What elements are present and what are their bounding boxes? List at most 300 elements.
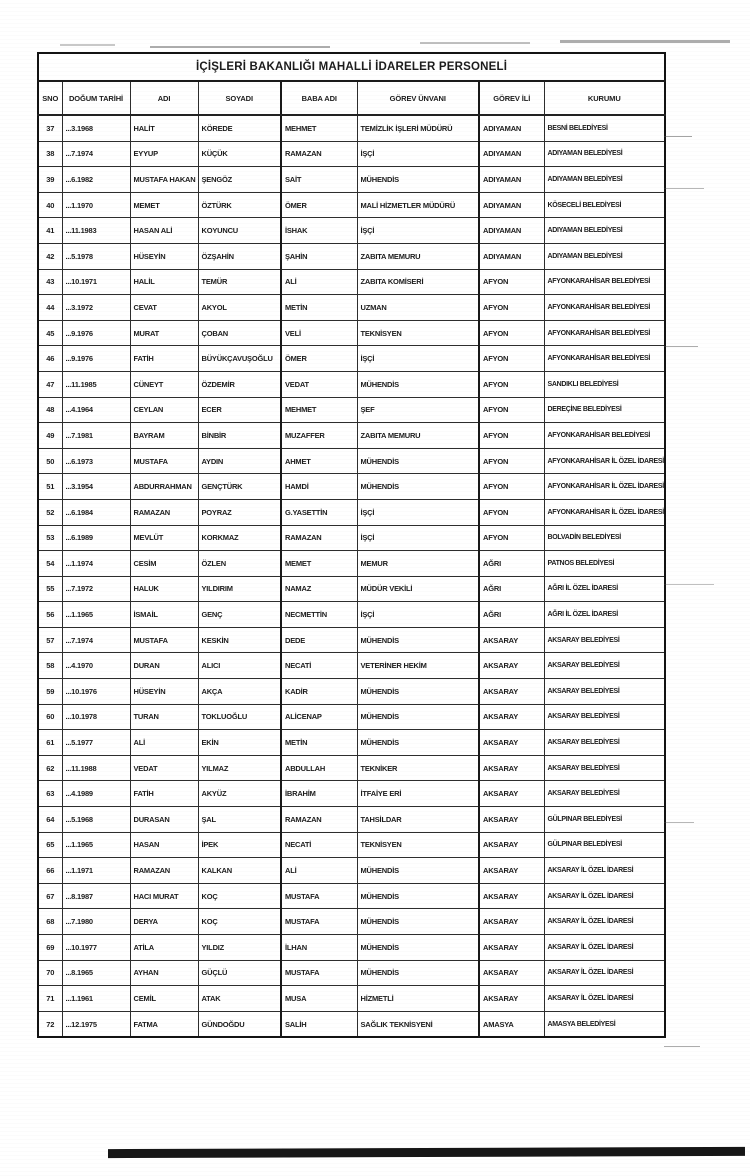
cell-soyadi: KOÇ — [198, 883, 281, 909]
cell-kurumu: GÜLPINAR BELEDİYESİ — [544, 807, 665, 833]
cell-dogum-tarihi: ...7.1974 — [62, 627, 130, 653]
cell-sno: 55 — [38, 576, 62, 602]
cell-dogum-tarihi: ...6.1973 — [62, 448, 130, 474]
cell-adi: HÜSEYİN — [130, 679, 198, 705]
cell-gorev-unvani: TAHSİLDAR — [357, 807, 479, 833]
table-row — [38, 807, 665, 833]
cell-baba-adi: İBRAHİM — [281, 781, 357, 807]
cell-baba-adi: RAMAZAN — [281, 807, 357, 833]
cell-kurumu: AKSARAY BELEDİYESİ — [544, 704, 665, 730]
cell-baba-adi: KADİR — [281, 679, 357, 705]
cell-dogum-tarihi: ...10.1971 — [62, 269, 130, 295]
cell-gorev-unvani: MÜHENDİS — [357, 167, 479, 193]
cell-gorev-unvani: MALİ HİZMETLER MÜDÜRÜ — [357, 192, 479, 218]
cell-dogum-tarihi: ...10.1977 — [62, 935, 130, 961]
scan-artifact-tick — [664, 584, 714, 585]
cell-adi: RAMAZAN — [130, 499, 198, 525]
cell-gorev-unvani: MÜHENDİS — [357, 883, 479, 909]
cell-sno: 58 — [38, 653, 62, 679]
cell-dogum-tarihi: ...6.1984 — [62, 499, 130, 525]
cell-dogum-tarihi: ...1.1961 — [62, 986, 130, 1012]
cell-sno: 56 — [38, 602, 62, 628]
cell-sno: 68 — [38, 909, 62, 935]
cell-sno: 41 — [38, 218, 62, 244]
cell-gorev-ili: ADIYAMAN — [479, 115, 544, 141]
cell-dogum-tarihi: ...4.1964 — [62, 397, 130, 423]
cell-baba-adi: MUSTAFA — [281, 960, 357, 986]
cell-gorev-unvani: MÜHENDİS — [357, 858, 479, 884]
scan-artifact-dash — [420, 42, 530, 44]
cell-sno: 39 — [38, 167, 62, 193]
cell-kurumu: AKSARAY BELEDİYESİ — [544, 679, 665, 705]
cell-dogum-tarihi: ...8.1965 — [62, 960, 130, 986]
cell-kurumu: AFYONKARAHİSAR BELEDİYESİ — [544, 346, 665, 372]
scan-artifact-dash — [150, 46, 330, 48]
table-row — [38, 832, 665, 858]
table-row — [38, 499, 665, 525]
cell-adi: MUSTAFA — [130, 627, 198, 653]
column-header-dogum-tarihi: DOĞUM TARİHİ — [62, 81, 130, 115]
cell-gorev-ili: AKSARAY — [479, 960, 544, 986]
cell-soyadi: AKYÜZ — [198, 781, 281, 807]
cell-adi: FATİH — [130, 346, 198, 372]
cell-adi: İSMAİL — [130, 602, 198, 628]
cell-dogum-tarihi: ...8.1987 — [62, 883, 130, 909]
cell-soyadi: KORKMAZ — [198, 525, 281, 551]
cell-sno: 53 — [38, 525, 62, 551]
cell-soyadi: ÖZDEMİR — [198, 371, 281, 397]
cell-baba-adi: ÖMER — [281, 346, 357, 372]
cell-gorev-unvani: MÜHENDİS — [357, 448, 479, 474]
cell-gorev-unvani: TEMİZLİK İŞLERİ MÜDÜRÜ — [357, 115, 479, 141]
table-row — [38, 1011, 665, 1037]
table-row — [38, 960, 665, 986]
cell-adi: HALİT — [130, 115, 198, 141]
scan-artifact-tick — [664, 188, 704, 189]
cell-kurumu: AKSARAY BELEDİYESİ — [544, 755, 665, 781]
cell-adi: DURASAN — [130, 807, 198, 833]
cell-dogum-tarihi: ...9.1976 — [62, 346, 130, 372]
table-row — [38, 551, 665, 577]
cell-kurumu: ADIYAMAN BELEDİYESİ — [544, 167, 665, 193]
table-row — [38, 525, 665, 551]
cell-sno: 43 — [38, 269, 62, 295]
cell-adi: ATİLA — [130, 935, 198, 961]
cell-gorev-ili: AKSARAY — [479, 627, 544, 653]
cell-gorev-ili: AKSARAY — [479, 935, 544, 961]
cell-gorev-unvani: MÜHENDİS — [357, 627, 479, 653]
cell-soyadi: GENÇ — [198, 602, 281, 628]
cell-gorev-ili: AĞRI — [479, 576, 544, 602]
cell-soyadi: İPEK — [198, 832, 281, 858]
cell-dogum-tarihi: ...7.1974 — [62, 141, 130, 167]
cell-adi: EYYUP — [130, 141, 198, 167]
cell-baba-adi: MEHMET — [281, 397, 357, 423]
cell-gorev-unvani: İŞÇİ — [357, 346, 479, 372]
cell-soyadi: ECER — [198, 397, 281, 423]
cell-soyadi: ALICI — [198, 653, 281, 679]
cell-kurumu: AKSARAY İL ÖZEL İDARESİ — [544, 883, 665, 909]
cell-gorev-ili: AKSARAY — [479, 858, 544, 884]
cell-kurumu: SANDIKLI BELEDİYESİ — [544, 371, 665, 397]
scan-artifact-dash — [560, 40, 730, 43]
cell-soyadi: TOKLUOĞLU — [198, 704, 281, 730]
cell-adi: RAMAZAN — [130, 858, 198, 884]
cell-adi: HASAN ALİ — [130, 218, 198, 244]
cell-sno: 65 — [38, 832, 62, 858]
cell-sno: 48 — [38, 397, 62, 423]
cell-gorev-ili: AKSARAY — [479, 883, 544, 909]
cell-kurumu: ADIYAMAN BELEDİYESİ — [544, 243, 665, 269]
cell-kurumu: AKSARAY İL ÖZEL İDARESİ — [544, 935, 665, 961]
cell-gorev-ili: AKSARAY — [479, 986, 544, 1012]
cell-sno: 47 — [38, 371, 62, 397]
cell-adi: FATİH — [130, 781, 198, 807]
cell-sno: 45 — [38, 320, 62, 346]
cell-baba-adi: VELİ — [281, 320, 357, 346]
cell-sno: 71 — [38, 986, 62, 1012]
cell-sno: 40 — [38, 192, 62, 218]
cell-gorev-unvani: MÜHENDİS — [357, 371, 479, 397]
table-title-row — [38, 53, 665, 81]
cell-adi: ALİ — [130, 730, 198, 756]
table-row — [38, 218, 665, 244]
column-header-gorev-unvani: GÖREV ÜNVANI — [357, 81, 479, 115]
cell-kurumu: AKSARAY İL ÖZEL İDARESİ — [544, 986, 665, 1012]
cell-baba-adi: RAMAZAN — [281, 141, 357, 167]
column-header-kurumu: KURUMU — [544, 81, 665, 115]
cell-soyadi: KÖREDE — [198, 115, 281, 141]
cell-kurumu: ADIYAMAN BELEDİYESİ — [544, 218, 665, 244]
cell-adi: DERYA — [130, 909, 198, 935]
cell-dogum-tarihi: ...5.1978 — [62, 243, 130, 269]
cell-kurumu: AFYONKARAHİSAR BELEDİYESİ — [544, 320, 665, 346]
column-header-gorev-ili: GÖREV İLİ — [479, 81, 544, 115]
table-row — [38, 679, 665, 705]
cell-soyadi: ÖZŞAHİN — [198, 243, 281, 269]
cell-baba-adi: VEDAT — [281, 371, 357, 397]
cell-kurumu: PATNOS BELEDİYESİ — [544, 551, 665, 577]
personnel-table — [37, 52, 666, 1038]
cell-sno: 60 — [38, 704, 62, 730]
cell-soyadi: KOYUNCU — [198, 218, 281, 244]
cell-soyadi: ŞENGÖZ — [198, 167, 281, 193]
table-row — [38, 474, 665, 500]
table-row — [38, 141, 665, 167]
cell-gorev-unvani: TEKNİSYEN — [357, 320, 479, 346]
cell-baba-adi: ALİ — [281, 269, 357, 295]
cell-gorev-unvani: MÜHENDİS — [357, 474, 479, 500]
cell-dogum-tarihi: ...1.1965 — [62, 602, 130, 628]
cell-baba-adi: NECMETTİN — [281, 602, 357, 628]
table-row — [38, 423, 665, 449]
table-row — [38, 653, 665, 679]
cell-soyadi: YILMAZ — [198, 755, 281, 781]
cell-sno: 54 — [38, 551, 62, 577]
cell-dogum-tarihi: ...4.1989 — [62, 781, 130, 807]
cell-dogum-tarihi: ...3.1972 — [62, 295, 130, 321]
cell-kurumu: AFYONKARAHİSAR BELEDİYESİ — [544, 423, 665, 449]
cell-gorev-ili: AĞRI — [479, 602, 544, 628]
cell-soyadi: EKİN — [198, 730, 281, 756]
cell-dogum-tarihi: ...6.1982 — [62, 167, 130, 193]
cell-gorev-ili: ADIYAMAN — [479, 192, 544, 218]
cell-adi: HÜSEYİN — [130, 243, 198, 269]
cell-kurumu: AKSARAY BELEDİYESİ — [544, 653, 665, 679]
cell-adi: CEYLAN — [130, 397, 198, 423]
cell-gorev-unvani: İTFAİYE ERİ — [357, 781, 479, 807]
cell-baba-adi: İSHAK — [281, 218, 357, 244]
table-row — [38, 704, 665, 730]
table-row — [38, 192, 665, 218]
cell-soyadi: AKÇA — [198, 679, 281, 705]
cell-dogum-tarihi: ...6.1989 — [62, 525, 130, 551]
table-row — [38, 167, 665, 193]
cell-soyadi: BİNBİR — [198, 423, 281, 449]
cell-gorev-unvani: İŞÇİ — [357, 218, 479, 244]
table-row — [38, 935, 665, 961]
cell-gorev-unvani: MÜHENDİS — [357, 730, 479, 756]
cell-baba-adi: ABDULLAH — [281, 755, 357, 781]
table-row — [38, 243, 665, 269]
cell-gorev-unvani: MEMUR — [357, 551, 479, 577]
cell-soyadi: ŞAL — [198, 807, 281, 833]
cell-soyadi: GÜÇLÜ — [198, 960, 281, 986]
cell-gorev-ili: AFYON — [479, 448, 544, 474]
cell-baba-adi: SALİH — [281, 1011, 357, 1037]
cell-soyadi: AKYOL — [198, 295, 281, 321]
cell-kurumu: ADIYAMAN BELEDİYESİ — [544, 141, 665, 167]
cell-sno: 70 — [38, 960, 62, 986]
cell-gorev-unvani: MÜHENDİS — [357, 679, 479, 705]
cell-sno: 62 — [38, 755, 62, 781]
cell-soyadi: GÜNDOĞDU — [198, 1011, 281, 1037]
cell-kurumu: AĞRI İL ÖZEL İDARESİ — [544, 576, 665, 602]
cell-soyadi: KESKİN — [198, 627, 281, 653]
cell-gorev-ili: ADIYAMAN — [479, 167, 544, 193]
cell-dogum-tarihi: ...10.1978 — [62, 704, 130, 730]
cell-kurumu: AĞRI İL ÖZEL İDARESİ — [544, 602, 665, 628]
cell-sno: 64 — [38, 807, 62, 833]
cell-dogum-tarihi: ...1.1971 — [62, 858, 130, 884]
cell-sno: 42 — [38, 243, 62, 269]
cell-kurumu: AFYONKARAHİSAR BELEDİYESİ — [544, 295, 665, 321]
cell-adi: MEMET — [130, 192, 198, 218]
cell-baba-adi: AHMET — [281, 448, 357, 474]
cell-kurumu: AKSARAY İL ÖZEL İDARESİ — [544, 960, 665, 986]
cell-sno: 44 — [38, 295, 62, 321]
cell-adi: FATMA — [130, 1011, 198, 1037]
cell-adi: VEDAT — [130, 755, 198, 781]
cell-gorev-ili: AFYON — [479, 499, 544, 525]
cell-adi: DURAN — [130, 653, 198, 679]
scan-artifact-tick — [664, 822, 694, 823]
column-header-sno: SNO — [38, 81, 62, 115]
cell-gorev-unvani: MÜDÜR VEKİLİ — [357, 576, 479, 602]
cell-gorev-ili: ADIYAMAN — [479, 218, 544, 244]
cell-dogum-tarihi: ...1.1970 — [62, 192, 130, 218]
table-row — [38, 346, 665, 372]
cell-dogum-tarihi: ...9.1976 — [62, 320, 130, 346]
cell-baba-adi: RAMAZAN — [281, 525, 357, 551]
cell-kurumu: GÜLPINAR BELEDİYESİ — [544, 832, 665, 858]
cell-adi: CESİM — [130, 551, 198, 577]
cell-baba-adi: MEHMET — [281, 115, 357, 141]
cell-gorev-ili: AKSARAY — [479, 704, 544, 730]
table-row — [38, 730, 665, 756]
cell-gorev-unvani: ZABITA KOMİSERİ — [357, 269, 479, 295]
cell-adi: MEVLÜT — [130, 525, 198, 551]
table-row — [38, 602, 665, 628]
cell-adi: HALUK — [130, 576, 198, 602]
cell-baba-adi: METİN — [281, 295, 357, 321]
cell-gorev-unvani: ZABITA MEMURU — [357, 243, 479, 269]
cell-adi: MUSTAFA — [130, 448, 198, 474]
cell-kurumu: AFYONKARAHİSAR İL ÖZEL İDARESİ — [544, 499, 665, 525]
cell-adi: ABDURRAHMAN — [130, 474, 198, 500]
cell-gorev-ili: AFYON — [479, 320, 544, 346]
cell-gorev-unvani: SAĞLIK TEKNİSYENİ — [357, 1011, 479, 1037]
cell-sno: 72 — [38, 1011, 62, 1037]
cell-baba-adi: G.YASETTİN — [281, 499, 357, 525]
cell-sno: 61 — [38, 730, 62, 756]
cell-soyadi: ATAK — [198, 986, 281, 1012]
cell-kurumu: AKSARAY İL ÖZEL İDARESİ — [544, 858, 665, 884]
bottom-scan-bar — [108, 1147, 745, 1158]
column-header-adi: ADI — [130, 81, 198, 115]
cell-sno: 63 — [38, 781, 62, 807]
cell-gorev-unvani: UZMAN — [357, 295, 479, 321]
cell-soyadi: KOÇ — [198, 909, 281, 935]
table-row — [38, 883, 665, 909]
cell-kurumu: AMASYA BELEDİYESİ — [544, 1011, 665, 1037]
cell-sno: 37 — [38, 115, 62, 141]
cell-baba-adi: METİN — [281, 730, 357, 756]
column-header-baba-adi: BABA ADI — [281, 81, 357, 115]
table-row — [38, 576, 665, 602]
cell-gorev-ili: AĞRI — [479, 551, 544, 577]
cell-adi: MUSTAFA HAKAN — [130, 167, 198, 193]
table-row — [38, 295, 665, 321]
table-row — [38, 781, 665, 807]
cell-gorev-ili: AFYON — [479, 474, 544, 500]
scan-artifact-tick — [664, 1046, 700, 1047]
cell-kurumu: DEREÇİNE BELEDİYESİ — [544, 397, 665, 423]
cell-baba-adi: NECATİ — [281, 832, 357, 858]
cell-kurumu: KÖSECELİ BELEDİYESİ — [544, 192, 665, 218]
page-title: İÇİŞLERİ BAKANLIĞI MAHALLİ İDARELER PERSONELİ — [38, 53, 665, 81]
cell-baba-adi: NECATİ — [281, 653, 357, 679]
cell-baba-adi: DEDE — [281, 627, 357, 653]
cell-dogum-tarihi: ...12.1975 — [62, 1011, 130, 1037]
cell-adi: HASAN — [130, 832, 198, 858]
cell-kurumu: AKSARAY BELEDİYESİ — [544, 627, 665, 653]
cell-adi: AYHAN — [130, 960, 198, 986]
cell-gorev-unvani: MÜHENDİS — [357, 704, 479, 730]
cell-gorev-ili: AKSARAY — [479, 909, 544, 935]
cell-kurumu: BESNİ BELEDİYESİ — [544, 115, 665, 141]
cell-dogum-tarihi: ...11.1988 — [62, 755, 130, 781]
cell-soyadi: ÇOBAN — [198, 320, 281, 346]
column-header-soyadi: SOYADI — [198, 81, 281, 115]
cell-soyadi: KALKAN — [198, 858, 281, 884]
cell-soyadi: ÖZLEN — [198, 551, 281, 577]
cell-sno: 66 — [38, 858, 62, 884]
cell-kurumu: AKSARAY BELEDİYESİ — [544, 730, 665, 756]
cell-dogum-tarihi: ...7.1972 — [62, 576, 130, 602]
cell-gorev-ili: AFYON — [479, 371, 544, 397]
cell-adi: MURAT — [130, 320, 198, 346]
cell-kurumu: AKSARAY İL ÖZEL İDARESİ — [544, 909, 665, 935]
cell-soyadi: GENÇTÜRK — [198, 474, 281, 500]
cell-baba-adi: ŞAHİN — [281, 243, 357, 269]
cell-gorev-ili: AKSARAY — [479, 755, 544, 781]
cell-adi: HACI MURAT — [130, 883, 198, 909]
table-row — [38, 269, 665, 295]
table-row — [38, 448, 665, 474]
cell-gorev-ili: AFYON — [479, 269, 544, 295]
cell-baba-adi: SAİT — [281, 167, 357, 193]
cell-sno: 49 — [38, 423, 62, 449]
cell-soyadi: BÜYÜKÇAVUŞOĞLU — [198, 346, 281, 372]
cell-gorev-ili: AMASYA — [479, 1011, 544, 1037]
cell-sno: 52 — [38, 499, 62, 525]
cell-baba-adi: MUZAFFER — [281, 423, 357, 449]
cell-gorev-unvani: ŞEF — [357, 397, 479, 423]
cell-gorev-ili: AKSARAY — [479, 730, 544, 756]
cell-sno: 38 — [38, 141, 62, 167]
cell-adi: TURAN — [130, 704, 198, 730]
cell-gorev-ili: AFYON — [479, 423, 544, 449]
cell-adi: CEMİL — [130, 986, 198, 1012]
cell-soyadi: ÖZTÜRK — [198, 192, 281, 218]
cell-soyadi: POYRAZ — [198, 499, 281, 525]
cell-gorev-unvani: İŞÇİ — [357, 525, 479, 551]
table-row — [38, 397, 665, 423]
cell-dogum-tarihi: ...7.1981 — [62, 423, 130, 449]
cell-baba-adi: MUSTAFA — [281, 909, 357, 935]
cell-gorev-unvani: İŞÇİ — [357, 602, 479, 628]
cell-soyadi: AYDIN — [198, 448, 281, 474]
cell-sno: 57 — [38, 627, 62, 653]
table-row — [38, 320, 665, 346]
cell-gorev-unvani: MÜHENDİS — [357, 935, 479, 961]
cell-gorev-ili: AFYON — [479, 397, 544, 423]
cell-gorev-ili: AKSARAY — [479, 832, 544, 858]
cell-baba-adi: NAMAZ — [281, 576, 357, 602]
cell-dogum-tarihi: ...4.1970 — [62, 653, 130, 679]
cell-baba-adi: ALİCENAP — [281, 704, 357, 730]
cell-gorev-ili: AKSARAY — [479, 807, 544, 833]
cell-soyadi: YILDIRIM — [198, 576, 281, 602]
table-body — [38, 115, 665, 1037]
cell-gorev-unvani: İŞÇİ — [357, 499, 479, 525]
cell-baba-adi: İLHAN — [281, 935, 357, 961]
cell-gorev-unvani: MÜHENDİS — [357, 909, 479, 935]
cell-kurumu: AFYONKARAHİSAR BELEDİYESİ — [544, 269, 665, 295]
cell-dogum-tarihi: ...3.1968 — [62, 115, 130, 141]
cell-baba-adi: ALİ — [281, 858, 357, 884]
cell-kurumu: AFYONKARAHİSAR İL ÖZEL İDARESİ — [544, 448, 665, 474]
cell-gorev-ili: ADIYAMAN — [479, 243, 544, 269]
cell-baba-adi: ÖMER — [281, 192, 357, 218]
cell-soyadi: YILDIZ — [198, 935, 281, 961]
cell-adi: CEVAT — [130, 295, 198, 321]
cell-sno: 59 — [38, 679, 62, 705]
column-header-row — [38, 81, 665, 115]
cell-kurumu: AKSARAY BELEDİYESİ — [544, 781, 665, 807]
cell-gorev-ili: AFYON — [479, 525, 544, 551]
